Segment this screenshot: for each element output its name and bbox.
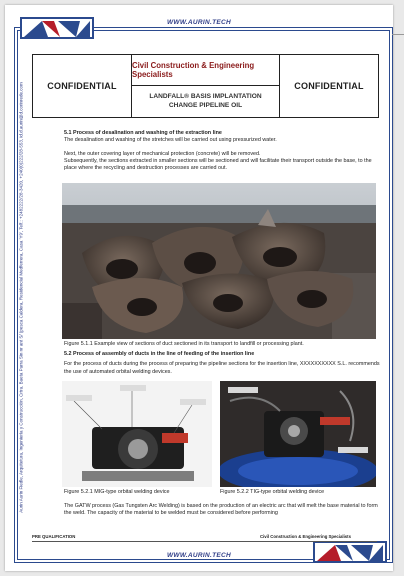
aurin-logo-bottom xyxy=(313,541,387,563)
section-5-2 xyxy=(64,351,382,376)
document-page xyxy=(5,5,393,571)
pipe-sections-photo xyxy=(62,183,376,339)
company-name: Civil Construction & Engineering Specialists xyxy=(132,55,279,86)
figure-5-1-1-caption: Figure 5.1.1 Example view of sections of duct sectioned in its transport to landfill or processing plant. xyxy=(64,341,304,347)
figure-5-2-1-caption: Figure 5.2.1 MIG-type orbital welding device xyxy=(64,489,170,495)
title-line-2: CHANGE PIPELINE OIL xyxy=(168,101,243,109)
mig-welding-device-photo xyxy=(62,381,212,487)
section-heading: 5.2 Process of assembly of ducts in the line of feeding of the insertion line xyxy=(64,351,255,357)
gatw-paragraph: The GATW process (Gas Tungsten Arc Welding) is based on the production of an electric arc that will melt the base material to form the weld. The capacity of the material to be welded must be considered before performing xyxy=(64,503,378,517)
section-5-1 xyxy=(64,130,382,172)
confidential-right: CONFIDENTIAL xyxy=(279,55,378,117)
figure-5-2-2-caption: Figure 5.2.2 TIG-type orbital welding device xyxy=(220,489,325,495)
footer-url: WWW.AURIN.TECH xyxy=(166,552,231,559)
title-line-1: LANDFALL® BASIS IMPLANTATION xyxy=(149,93,262,101)
header-table xyxy=(32,54,379,118)
aurin-logo-top xyxy=(20,17,94,39)
document-title xyxy=(132,86,279,117)
header-center xyxy=(132,55,279,117)
footer-divider xyxy=(32,541,377,542)
tig-welding-device-photo xyxy=(220,381,376,487)
section-heading: 5.1 Process of desalination and washing of the extraction line xyxy=(64,130,222,136)
footer-left-text: PRE QUALIFICATION xyxy=(32,534,76,539)
side-contact-text: Aurin Aurin Fiedle, Arquitetura, Ingeniería y Construcción, Crtra. Baeta Parra Sin nr ant S/ (pesca Caldera, Residencial Medferrera, Casa 'Y9', Telf.: +2482222/28-3420, +240(0)222/28-553, id.d.aurin@d.corinrede.com xyxy=(18,82,24,513)
paragraph: Subsequently, the sections extracted in smaller sections will be sectioned and will facilitate their transport outside the base, to the place where the recycling and destruction processes are carried out. xyxy=(64,157,372,172)
confidential-left: CONFIDENTIAL xyxy=(33,55,132,117)
paragraph: The desalination and washing of the stretches will be carried out using pressurized water. xyxy=(64,137,277,144)
footer-right-text: Civil Construction & Engineering Specialists xyxy=(260,534,351,539)
page-edge-marker xyxy=(392,34,404,35)
paragraph: For the process of ducts during the process of preparing the pipeline sections for the insertion line, XXXXXXXXXX S.L. recommends the use of automated orbital welding devices. xyxy=(64,361,380,375)
paragraph: Next, the outer covering layer of mechanical protection (concrete) will be removed. xyxy=(64,150,261,157)
header-url: WWW.AURIN.TECH xyxy=(166,19,231,26)
